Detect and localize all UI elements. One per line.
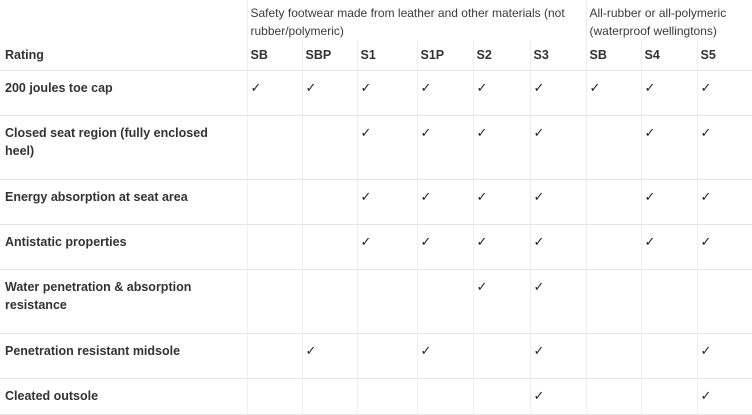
check-icon: ✓ <box>697 225 752 270</box>
group-header-rubber: All-rubber or all-polymeric (waterproof wellingtons) <box>586 0 752 40</box>
check-icon: ✓ <box>530 270 586 334</box>
table-row <box>0 116 752 180</box>
check-icon <box>247 180 302 225</box>
group-header-spacer <box>0 0 247 40</box>
group-header-row <box>0 0 752 40</box>
row-label: Antistatic properties <box>0 225 247 270</box>
check-icon: ✓ <box>473 225 530 270</box>
table-row <box>0 334 752 379</box>
table-row <box>0 270 752 334</box>
table-row <box>0 225 752 270</box>
check-icon <box>586 270 641 334</box>
check-icon: ✓ <box>641 225 697 270</box>
check-icon <box>586 334 641 379</box>
check-icon: ✓ <box>357 180 417 225</box>
check-icon: ✓ <box>357 71 417 116</box>
check-icon <box>473 334 530 379</box>
check-icon: ✓ <box>697 71 752 116</box>
check-icon: ✓ <box>641 71 697 116</box>
check-icon <box>473 379 530 415</box>
column-header-s3: S3 <box>530 40 586 71</box>
check-icon: ✓ <box>302 71 357 116</box>
check-icon: ✓ <box>697 116 752 180</box>
check-icon: ✓ <box>697 334 752 379</box>
check-icon <box>357 270 417 334</box>
check-icon: ✓ <box>586 71 641 116</box>
check-icon: ✓ <box>357 225 417 270</box>
check-icon: ✓ <box>302 334 357 379</box>
check-icon <box>302 225 357 270</box>
column-header-s4: S4 <box>641 40 697 71</box>
check-icon: ✓ <box>530 71 586 116</box>
check-icon <box>586 116 641 180</box>
check-icon: ✓ <box>530 116 586 180</box>
check-icon: ✓ <box>417 334 473 379</box>
check-icon: ✓ <box>530 225 586 270</box>
check-icon <box>302 379 357 415</box>
rating-header: Rating <box>0 40 247 71</box>
row-label: Penetration resistant midsole <box>0 334 247 379</box>
check-icon <box>302 180 357 225</box>
check-icon <box>247 379 302 415</box>
check-icon: ✓ <box>641 180 697 225</box>
check-icon <box>697 270 752 334</box>
row-label: Water penetration & absorption resistance <box>0 270 247 334</box>
check-icon: ✓ <box>247 71 302 116</box>
row-label: Energy absorption at seat area <box>0 180 247 225</box>
check-icon: ✓ <box>473 180 530 225</box>
column-header-sb: SB <box>247 40 302 71</box>
table-row <box>0 71 752 116</box>
check-icon <box>586 379 641 415</box>
check-icon: ✓ <box>530 180 586 225</box>
check-icon: ✓ <box>473 71 530 116</box>
column-header-s1: S1 <box>357 40 417 71</box>
check-icon <box>641 270 697 334</box>
check-icon: ✓ <box>697 379 752 415</box>
check-icon: ✓ <box>530 334 586 379</box>
check-icon <box>417 270 473 334</box>
check-icon <box>247 334 302 379</box>
check-icon: ✓ <box>473 270 530 334</box>
check-icon <box>641 334 697 379</box>
column-header-s2: S2 <box>473 40 530 71</box>
check-icon: ✓ <box>697 180 752 225</box>
row-label: Cleated outsole <box>0 379 247 415</box>
table-row <box>0 180 752 225</box>
check-icon <box>641 379 697 415</box>
column-header-s5: S5 <box>697 40 752 71</box>
check-icon: ✓ <box>417 71 473 116</box>
check-icon: ✓ <box>417 180 473 225</box>
check-icon <box>586 225 641 270</box>
check-icon <box>247 270 302 334</box>
column-header-sb-rubber: SB <box>586 40 641 71</box>
check-icon <box>357 334 417 379</box>
check-icon: ✓ <box>417 225 473 270</box>
check-icon <box>302 270 357 334</box>
row-label: 200 joules toe cap <box>0 71 247 116</box>
check-icon: ✓ <box>641 116 697 180</box>
check-icon <box>247 225 302 270</box>
check-icon: ✓ <box>417 116 473 180</box>
table-row <box>0 379 752 415</box>
column-header-s1p: S1P <box>417 40 473 71</box>
check-icon <box>586 180 641 225</box>
check-icon <box>247 116 302 180</box>
check-icon: ✓ <box>530 379 586 415</box>
check-icon <box>357 379 417 415</box>
check-icon: ✓ <box>357 116 417 180</box>
group-header-leather: Safety footwear made from leather and other materials (not rubber/polymeric) <box>247 0 586 40</box>
check-icon: ✓ <box>473 116 530 180</box>
row-label: Closed seat region (fully enclosed heel) <box>0 116 247 180</box>
column-header-sbp: SBP <box>302 40 357 71</box>
rating-header-row <box>0 40 752 71</box>
check-icon <box>302 116 357 180</box>
check-icon <box>417 379 473 415</box>
